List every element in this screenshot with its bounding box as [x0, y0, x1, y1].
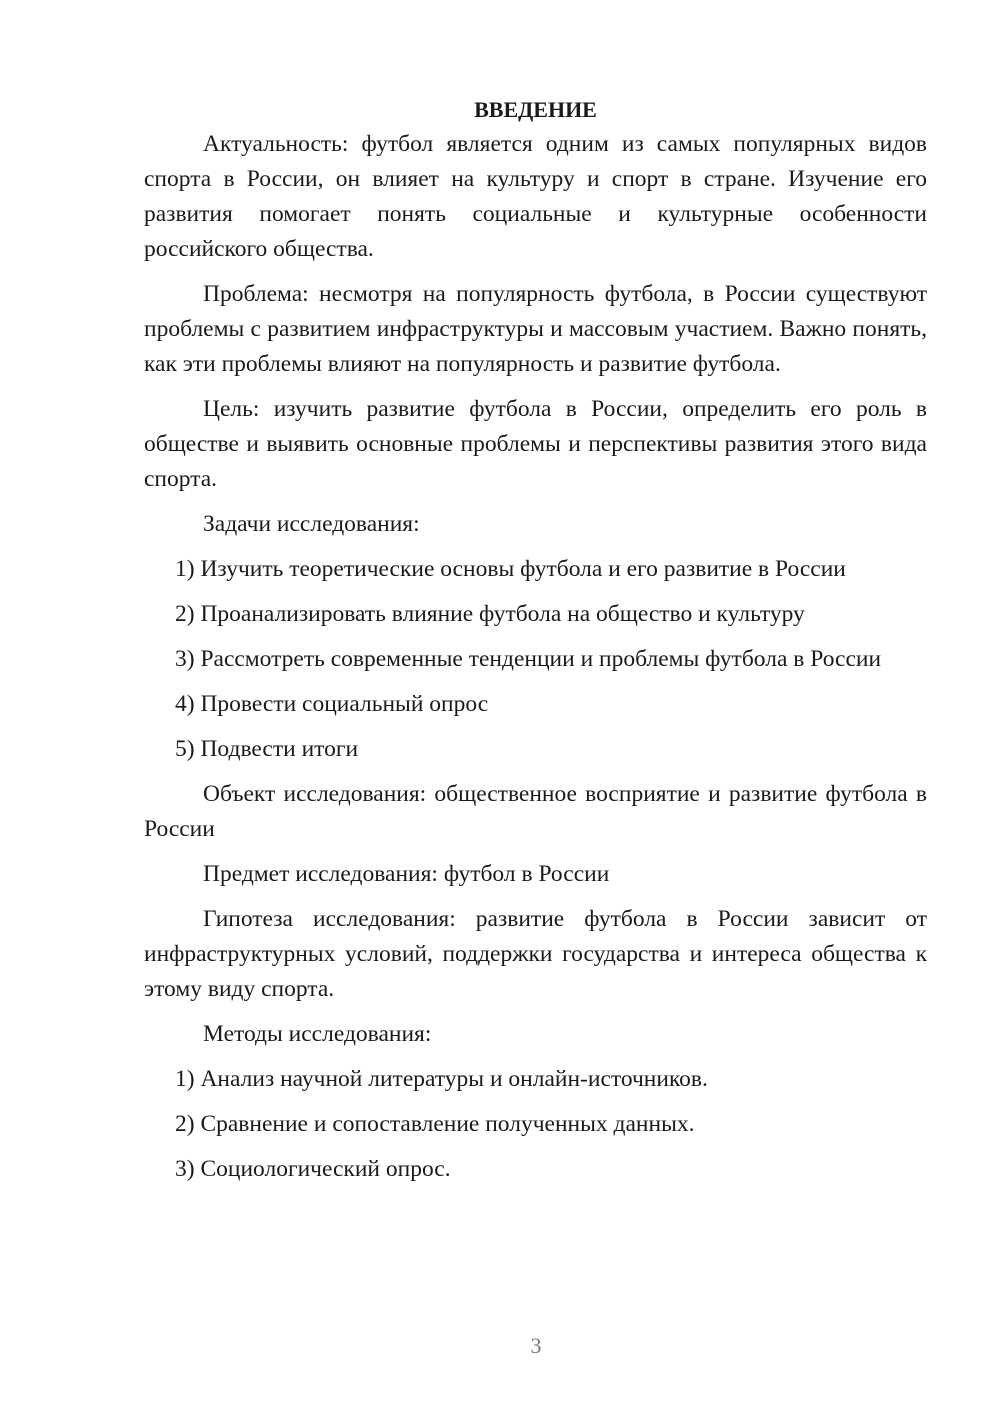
list-item: 3) Рассмотреть современные тенденции и проблемы футбола в России: [175, 646, 882, 672]
list-item: 1) Анализ научной литературы и онлайн-источников.: [175, 1066, 708, 1092]
paragraph-problem: Проблема: несмотря на популярность футбола, в России существуют проблемы с развитием инфраструктуры и массовым участием. Важно понять, как эти проблемы влияют на популярность и развитие футбола.: [144, 281, 927, 377]
paragraph-object: Объект исследования: общественное восприятие и развитие футбола в России: [144, 781, 927, 842]
page-title: ВВЕДЕНИЕ: [474, 97, 597, 122]
page-number: 3: [530, 1333, 542, 1358]
page-content: [144, 92, 927, 1197]
tasks-label: Задачи исследования:: [203, 511, 420, 537]
tasks-list: [144, 552, 927, 767]
list-item: 2) Сравнение и сопоставление полученных данных.: [175, 1111, 695, 1137]
list-item: 5) Подвести итоги: [175, 736, 359, 762]
list-item: 4) Провести социальный опрос: [175, 691, 489, 717]
paragraph-subject: Предмет исследования: футбол в России: [203, 861, 610, 887]
paragraph-relevance: Актуальность: футбол является одним из самых популярных видов спорта в России, он влияет на культуру и спорт в стране. Изучение его развития помогает понять социальные и культурные особенности российского общества.: [144, 131, 927, 262]
methods-label: Методы исследования:: [203, 1021, 432, 1047]
paragraph-hypothesis: Гипотеза исследования: развитие футбола в России зависит от инфраструктурных условий, поддержки государства и интереса общества к этому виду спорта.: [144, 906, 927, 1002]
list-item: 2) Проанализировать влияние футбола на общество и культуру: [175, 601, 805, 627]
paragraph-goal: Цель: изучить развитие футбола в России, определить его роль в обществе и выявить основные проблемы и перспективы развития этого вида спорта.: [144, 396, 927, 492]
list-item: 1) Изучить теоретические основы футбола и его развитие в России: [175, 556, 846, 582]
methods-list: [144, 1062, 927, 1187]
list-item: 3) Социологический опрос.: [175, 1156, 451, 1182]
